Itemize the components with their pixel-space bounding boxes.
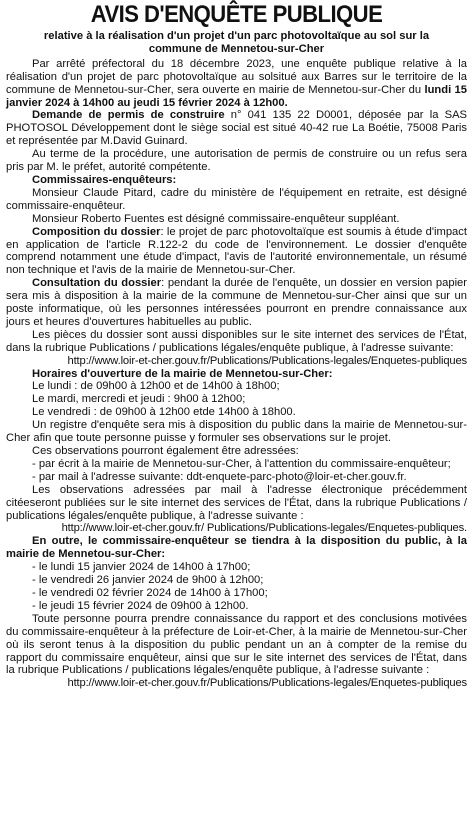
paragraph-suppleant: Monsieur Roberto Fuentes est désigné commissaire-enquêteur suppléant. [32, 212, 400, 225]
composition-text: : le projet de parc photovoltaïque est soumis à étude d'impact en application de l'article R.122-2 du code de l'environnement. Le dossier d'enquête comprend notamment une étude d'impact, l'avis de l'autorité environnementale, un résumé non technique et l'avis de la mairie de Mennetou-sur-Cher. [6, 225, 467, 277]
decree-text: Par arrêté préfectoral du 18 décembre 2023, une enquête publique relative à la réalisation d'un projet de parc photovoltaïque au solsitué aux Barres sur le territoire de la commune de Mennetou-sur-Cher, sera ouverte en mairie de Mennetou-sur-Cher du [6, 57, 467, 96]
link-publications-1[interactable]: http://www.loir-et-cher.gouv.fr/Publications/Publications-legales/Enquetes-publiques [67, 354, 467, 367]
paragraph-report: Toute personne pourra prendre connaissance du rapport et des conclusions motivées du commissaire-enquêteur à la préfecture de Loir-et-Cher, à la mairie de Mennetou-sur-Cher où ils seront tenus à la disposition du public pendant un an à compter de la remise du rapport du commissaire enquêteur, ainsi que sur le site internet des services de l'État, dans la rubrique Publications / publications légales/enquête publique, à l'adresse suivante : [6, 612, 467, 677]
heading-presence [6, 535, 467, 561]
hours-monday: Le lundi : de 09h00 à 12h00 et de 14h00 à 18h00; [32, 380, 280, 393]
hours-friday: Le vendredi : de 09h00 à 12h00 etde 14h00 à 18h00. [32, 406, 296, 419]
link-publications-2[interactable]: http://www.loir-et-cher.gouv.fr/ Publications/Publications-legales/Enquetes-publiques. [61, 522, 467, 535]
consultation-heading: Consultation du dossier [32, 277, 162, 290]
hours-tue-thu: Le mardi, mercredi et jeudi : 9h00 à 12h00; [32, 393, 246, 406]
permanence-4: - le jeudi 15 février 2024 de 09h00 à 12h00. [32, 599, 249, 612]
paragraph-commissaire: Monsieur Claude Pitard, cadre du ministère de l'équipement en retraite, est désigné commissaire-enquêteur. [6, 186, 467, 212]
link-publications-3[interactable]: http://www.loir-et-cher.gouv.fr/Publications/Publications-legales/Enquetes-publiques [67, 677, 467, 690]
permit-heading: Demande de permis de construire [32, 109, 225, 122]
horaires-heading: Horaires d'ouverture de la mairie de Mennetou-sur-Cher [32, 367, 329, 380]
commissaires-heading: Commissaires-enquêteurs: [32, 173, 177, 186]
paragraph-registry: Un registre d'enquête sera mis à disposition du public dans la mairie de Mennetou-sur-Cher afin que toute personne puisse y formuler ses observations sur le projet. [6, 419, 467, 445]
notice-title: AVIS D'ENQUÊTE PUBLIQUE [90, 1, 383, 28]
paragraph-composition [6, 226, 467, 278]
paragraph-email-publication: Les observations adressées par mail à l'adresse électronique précédemment citéeseront publiées sur le site internet des services de l'État, dans la rubrique Publications / publications légales/enquête publique, à l'adresse suivante : [6, 483, 467, 522]
heading-horaires [6, 368, 467, 381]
paragraph-consultation [6, 277, 467, 329]
consultation-text: : pendant la durée de l'enquête, un dossier en version papier sera mis à disposition à la mairie de la commune de Mennetou-sur-Cher ainsi que sur un poste informatique, où les personnes intéressées pourront en prendre connaissance aux jours et heures d'ouvertures habituelles au public. [6, 277, 467, 328]
paragraph-permit [6, 109, 467, 148]
address-postal: - par écrit à la mairie de Mennetou-sur-Cher, à l'attention du commissaire-enquêteur; [32, 457, 451, 470]
heading-commissaires [6, 174, 467, 187]
presence-heading: En outre, le commissaire-enquêteur se tiendra à la disposition du public, à la mairie de Mennetou-sur-Cher [6, 535, 467, 561]
enquiry-dates: lundi 15 janvier 2024 à 14h00 au jeudi 15 février 2024 à 12h00. [6, 83, 467, 109]
permanence-3: - le vendredi 02 février 2024 de 14h00 à 17h00; [32, 586, 268, 599]
permanence-1: - le lundi 15 janvier 2024 de 14h00 à 17h00; [32, 561, 251, 574]
paragraph-observations: Ces observations pourront également être adressées: [32, 445, 299, 457]
address-email[interactable]: - par mail à l'adresse suivante: ddt-enquete-parc-photo@loir-et-cher.gouv.fr. [32, 470, 407, 483]
permit-text: n° 041 135 22 D0001, déposée par la SAS PHOTOSOL Développement dont le siège social est situé 40-42 rue La Boétie, 75008 Paris et représentée par M.David Guinard. [6, 109, 467, 148]
notice-subtitle: relative à la réalisation d'un projet d'un parc photovoltaïque au sol sur la commune de Mennetou-sur-Cher [43, 30, 430, 55]
permanence-2: - le vendredi 26 janvier 2024 de 9h00 à 12h00; [32, 574, 264, 587]
composition-heading: Composition du dossier [32, 225, 161, 238]
paragraph-decree [6, 58, 467, 110]
horaires-colon: : [328, 367, 333, 380]
presence-colon: : [161, 548, 166, 561]
paragraph-online-documents: Les pièces du dossier sont aussi disponibles sur le site internet des services de l'État, dans la rubrique Publications / publications légales/enquête publique, à l'adresse suivante: [6, 328, 467, 354]
paragraph-authority: Au terme de la procédure, une autorisation de permis de construire ou un refus sera pris par M. le préfet, autorité compétente. [6, 148, 467, 174]
